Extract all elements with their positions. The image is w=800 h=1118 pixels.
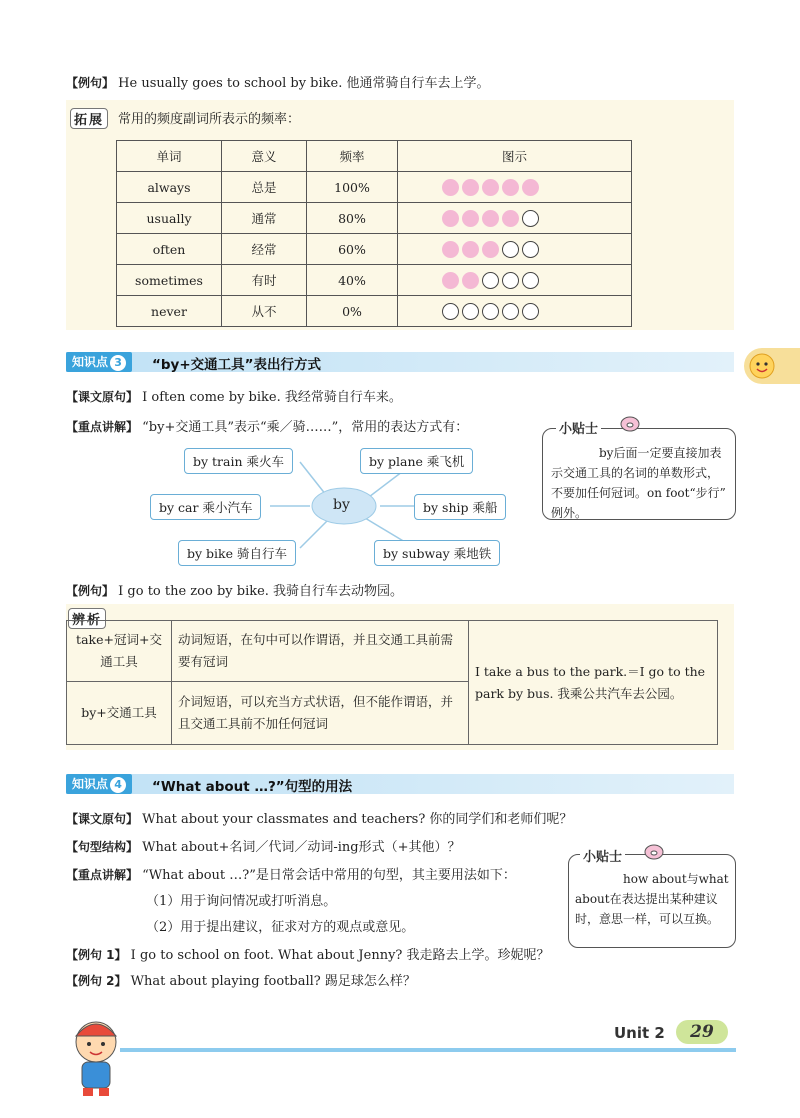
filled-circle-icon xyxy=(482,179,499,196)
filled-circle-icon xyxy=(482,241,499,258)
row-meaning: 总是 xyxy=(222,172,307,203)
empty-circle-icon xyxy=(502,272,519,289)
row-meaning: 有时 xyxy=(222,265,307,296)
header-meaning: 意义 xyxy=(222,141,307,172)
comparison-table xyxy=(66,620,718,745)
kp3-title: “by+交通工具”表出行方式 xyxy=(152,357,322,373)
desc-take: 动词短语，在句中可以作谓语，并且交通工具前需要有冠词 xyxy=(172,621,469,682)
kp3-label-text: 知识点 xyxy=(72,355,109,369)
table-row xyxy=(117,296,632,327)
filled-circle-icon xyxy=(462,272,479,289)
example-label: 【例句】 xyxy=(66,76,115,90)
extend-tag: 拓展 xyxy=(70,108,108,129)
footer-line xyxy=(120,1048,736,1052)
filled-circle-icon xyxy=(462,179,479,196)
kp4-example-2-label: 【例句 2】 xyxy=(66,974,127,988)
frequency-dots xyxy=(398,203,632,234)
kp3-example-label: 【例句】 xyxy=(66,584,115,598)
node-train: by train 乘火车 xyxy=(184,448,293,474)
row-word: usually xyxy=(117,203,222,234)
tip-box-2 xyxy=(568,854,736,948)
header-word: 单词 xyxy=(117,141,222,172)
unit-label: Unit 2 xyxy=(614,1024,665,1042)
filled-circle-icon xyxy=(522,179,539,196)
example-text: He usually goes to school by bike. 他通常骑自行车去上学。 xyxy=(118,76,490,91)
kp4-original-text: What about your classmates and teachers? 你的同学们和老师们呢？ xyxy=(142,812,573,827)
kp3-original-text: I often come by bike. 我经常骑自行车来。 xyxy=(142,390,402,405)
kp3-label xyxy=(66,352,132,372)
kp4-explanation-text: “What about …?”是日常会话中常用的句型，其主要用法如下： xyxy=(142,868,516,883)
kp4-example-1-text: I go to school on foot. What about Jenny? 我走路去上学。珍妮呢？ xyxy=(130,948,550,963)
table-row xyxy=(117,265,632,296)
kp4-example-2-text: What about playing football? 踢足球怎么样？ xyxy=(130,974,416,989)
node-ship: by ship 乘船 xyxy=(414,494,506,520)
row-meaning: 经常 xyxy=(222,234,307,265)
row-word: never xyxy=(117,296,222,327)
empty-circle-icon xyxy=(522,272,539,289)
kp3-original-line xyxy=(66,386,402,405)
kp4-label-text: 知识点 xyxy=(72,777,109,791)
node-subway: by subway 乘地铁 xyxy=(374,540,500,566)
header-frequency: 频率 xyxy=(307,141,398,172)
kp4-original-label: 【课文原句】 xyxy=(66,812,139,826)
kp4-use-2: （2）用于提出建议，征求对方的观点或意见。 xyxy=(146,920,415,935)
tip-2-title: 小贴士 xyxy=(580,846,625,865)
desc-by: 介词短语，可以充当方式状语，但不能作谓语，并且交通工具前不加任何冠词 xyxy=(172,682,469,745)
tip-1-title: 小贴士 xyxy=(556,418,601,437)
kp4-example-1-label: 【例句 1】 xyxy=(66,948,127,962)
comparison-example: I take a bus to the park.＝I go to the park by bus. 我乘公共汽车去公园。 xyxy=(469,621,718,745)
row-word: always xyxy=(117,172,222,203)
filled-circle-icon xyxy=(442,241,459,258)
empty-circle-icon xyxy=(462,303,479,320)
empty-circle-icon xyxy=(482,272,499,289)
filled-circle-icon xyxy=(442,272,459,289)
filled-circle-icon xyxy=(462,241,479,258)
row-freq: 100% xyxy=(307,172,398,203)
node-bike: by bike 骑自行车 xyxy=(178,540,296,566)
filled-circle-icon xyxy=(462,210,479,227)
table-row xyxy=(67,621,718,682)
row-freq: 80% xyxy=(307,203,398,234)
kp4-structure-text: What about+名词／代词／动词-ing形式（+其他）？ xyxy=(142,840,461,855)
page-number: 29 xyxy=(676,1020,728,1044)
empty-circle-icon xyxy=(522,303,539,320)
empty-circle-icon xyxy=(442,303,459,320)
kp3-example-line xyxy=(66,580,403,599)
empty-circle-icon xyxy=(502,303,519,320)
kp4-example-2-line xyxy=(66,970,416,989)
extend-intro: 常用的频度副词所表示的频率： xyxy=(118,112,301,127)
table-header-row xyxy=(117,141,632,172)
term-by: by+交通工具 xyxy=(67,682,172,745)
frequency-dots xyxy=(398,172,632,203)
frequency-dots xyxy=(398,265,632,296)
bianxi-tag: 辨析 xyxy=(68,608,106,629)
row-word: often xyxy=(117,234,222,265)
mindmap-center: by xyxy=(333,497,350,513)
kp4-original-line xyxy=(66,808,572,827)
kp4-title: “What about …?”句型的用法 xyxy=(152,779,353,795)
kp4-explanation-label: 【重点讲解】 xyxy=(66,868,139,882)
kp3-original-label: 【课文原句】 xyxy=(66,390,139,404)
tip-box-1 xyxy=(542,428,736,520)
tip-1-text: by后面一定要直接加表示交通工具的名词的单数形式，不要加任何冠词。on foot“步行” 例外。 xyxy=(551,446,726,520)
row-word: sometimes xyxy=(117,265,222,296)
filled-circle-icon xyxy=(442,179,459,196)
kp3-explanation-text: “by+交通工具”表示“乘／骑……”，常用的表达方式有： xyxy=(142,420,469,435)
kp4-number: 4 xyxy=(110,777,126,793)
filled-circle-icon xyxy=(482,210,499,227)
kp4-label xyxy=(66,774,132,794)
empty-circle-icon xyxy=(502,241,519,258)
kp4-structure-label: 【句型结构】 xyxy=(66,840,139,854)
mascot-boy-icon xyxy=(56,1012,136,1100)
kp3-number: 3 xyxy=(110,355,126,371)
filled-circle-icon xyxy=(442,210,459,227)
frequency-table xyxy=(116,140,632,327)
frequency-dots xyxy=(398,234,632,265)
kp4-explanation-line xyxy=(66,864,516,883)
kp3-explanation-line xyxy=(66,416,468,435)
kp4-structure-line xyxy=(66,836,461,855)
kp4-use-1: （1）用于询问情况或打听消息。 xyxy=(146,894,337,909)
row-meaning: 从不 xyxy=(222,296,307,327)
example-line-1 xyxy=(66,72,490,91)
term-take: take+冠词+交通工具 xyxy=(67,621,172,682)
frequency-dots xyxy=(398,296,632,327)
filled-circle-icon xyxy=(502,179,519,196)
node-car: by car 乘小汽车 xyxy=(150,494,261,520)
table-row xyxy=(117,234,632,265)
kp3-explanation-label: 【重点讲解】 xyxy=(66,420,139,434)
header-chart: 图示 xyxy=(398,141,632,172)
row-freq: 0% xyxy=(307,296,398,327)
pig-icon xyxy=(642,842,666,860)
row-meaning: 通常 xyxy=(222,203,307,234)
node-plane: by plane 乘飞机 xyxy=(360,448,473,474)
table-row xyxy=(117,172,632,203)
kp4-example-1-line xyxy=(66,944,550,963)
kp3-example-text: I go to the zoo by bike. 我骑自行车去动物园。 xyxy=(118,584,404,599)
mascot-face-icon xyxy=(744,348,800,384)
tip-2-text: how about与what about在表达提出某种建议时，意思一样，可以互换。 xyxy=(575,872,729,926)
row-freq: 60% xyxy=(307,234,398,265)
empty-circle-icon xyxy=(522,241,539,258)
smiley-icon xyxy=(744,348,784,384)
table-row xyxy=(117,203,632,234)
empty-circle-icon xyxy=(482,303,499,320)
row-freq: 40% xyxy=(307,265,398,296)
filled-circle-icon xyxy=(502,210,519,227)
pig-icon xyxy=(618,414,642,432)
empty-circle-icon xyxy=(522,210,539,227)
